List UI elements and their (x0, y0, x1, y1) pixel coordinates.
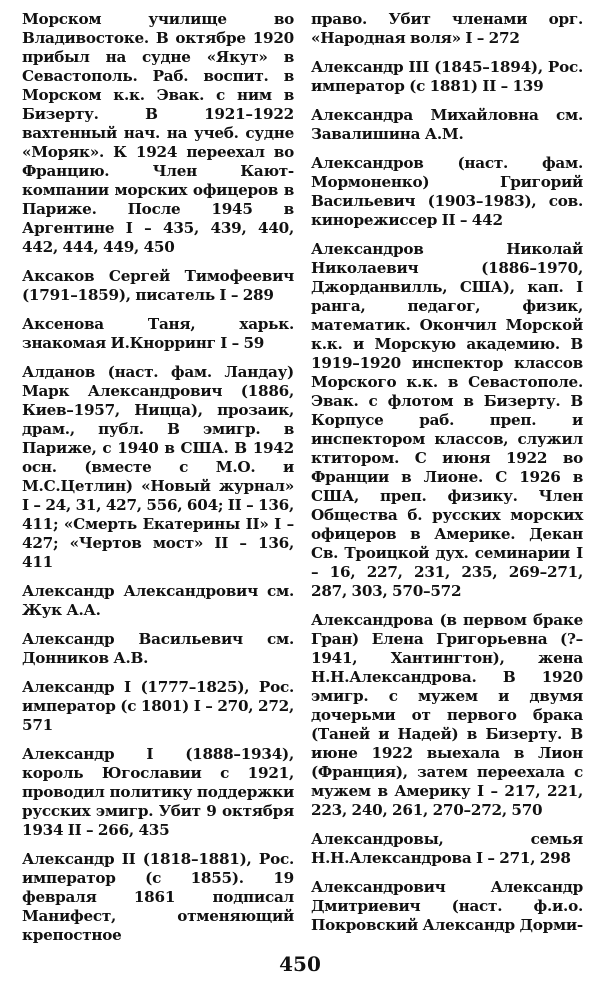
index-entry: Александр Васильевич см. Донников А.В. (22, 630, 294, 667)
index-entry: Александрович Александр Дмитриевич (наст. ф.и.о. Покровский Александр Дорми- (311, 878, 583, 934)
index-entry: Морском училище во Владивостоке. В октябре 1920 прибыл на судне «Якут» в Севастополь. Раб. воспит. в Морском к.к. Эвак. с ним в Бизерту. В 1921–1922 вахтенный нач. на учеб. судне «Моряк». К 1924 переехал во Францию. Член Кают-компании морских офицеров в Париже. После 1945 в Аргентине I – 435, 439, 440, 442, 444, 449, 450 (22, 10, 294, 256)
index-entry: Аксаков Сергей Тимофеевич (1791–1859), писатель I – 289 (22, 267, 294, 304)
index-entry: Александров (наст. фам. Мормоненко) Григорий Васильевич (1903–1983), сов. кинорежиссер II – 442 (311, 154, 583, 229)
index-entry: Александр III (1845–1894), Рос. император (с 1881) II – 139 (311, 58, 583, 95)
index-entry: право. Убит членами орг. «Народная воля» I – 272 (311, 10, 583, 47)
page-number: 450 (279, 952, 321, 976)
index-entry: Александр I (1777–1825), Рос. император (с 1801) I – 270, 272, 571 (22, 678, 294, 734)
index-entry: Александров Николай Николаевич (1886–1970, Джорданвилль, США), кап. I ранга, педагог, физик, математик. Окончил Морской к.к. и Морскую академию. В 1919–1920 инспектор классов Морского к.к. в Севастополе. Эвак. с флотом в Бизерту. В Корпусе раб. преп. и инспектором классов, служил ктитором. С июня 1922 во Франции в Лионе. С 1926 в США, преп. физику. Член Общества б. русских морских офицеров в Америке. Декан Св. Троицкой дух. семинарии I – 16, 227, 231, 235, 269–271, 287, 303, 570–572 (311, 240, 583, 600)
index-entry: Александр I (1888–1934), король Югославии с 1921, проводил политику поддержки русских эмигр. Убит 9 октября 1934 II – 266, 435 (22, 745, 294, 839)
index-entry: Александрова (в первом браке Гран) Елена Григорьевна (?–1941, Хантингтон), жена Н.Н.Александрова. В 1920 эмигр. с мужем и двумя дочерьми от первого брака (Таней и Надей) в Бизерту. В июне 1922 выехала в Лион (Франция), затем переехала с мужем в Америку I – 217, 221, 223, 240, 261, 270–272, 570 (311, 611, 583, 819)
index-entry: Александровы, семья Н.Н.Александрова I – 271, 298 (311, 830, 583, 867)
index-entry: Аксенова Таня, харьк. знакомая И.Кнорринг I – 59 (22, 315, 294, 352)
left-column (22, 10, 294, 955)
index-entry: Александр II (1818–1881), Рос. император (с 1855). 19 февраля 1861 подписал Манифест, отменяющий крепостное (22, 850, 294, 944)
index-entry: Александр Александрович см. Жук А.А. (22, 582, 294, 619)
index-entry: Александра Михайловна см. Завалишина А.М. (311, 106, 583, 143)
index-entry: Алданов (наст. фам. Ландау) Марк Александрович (1886, Киев–1957, Ницца), прозаик, драм., публ. В эмигр. в Париже, с 1940 в США. В 1942 осн. (вместе с М.О. и М.С.Цетлин) «Новый журнал» I – 24, 31, 427, 556, 604; II – 136, 411; «Смерть Екатерины II» I – 427; «Чертов мост» II – 136, 411 (22, 363, 294, 571)
right-column (311, 10, 583, 945)
